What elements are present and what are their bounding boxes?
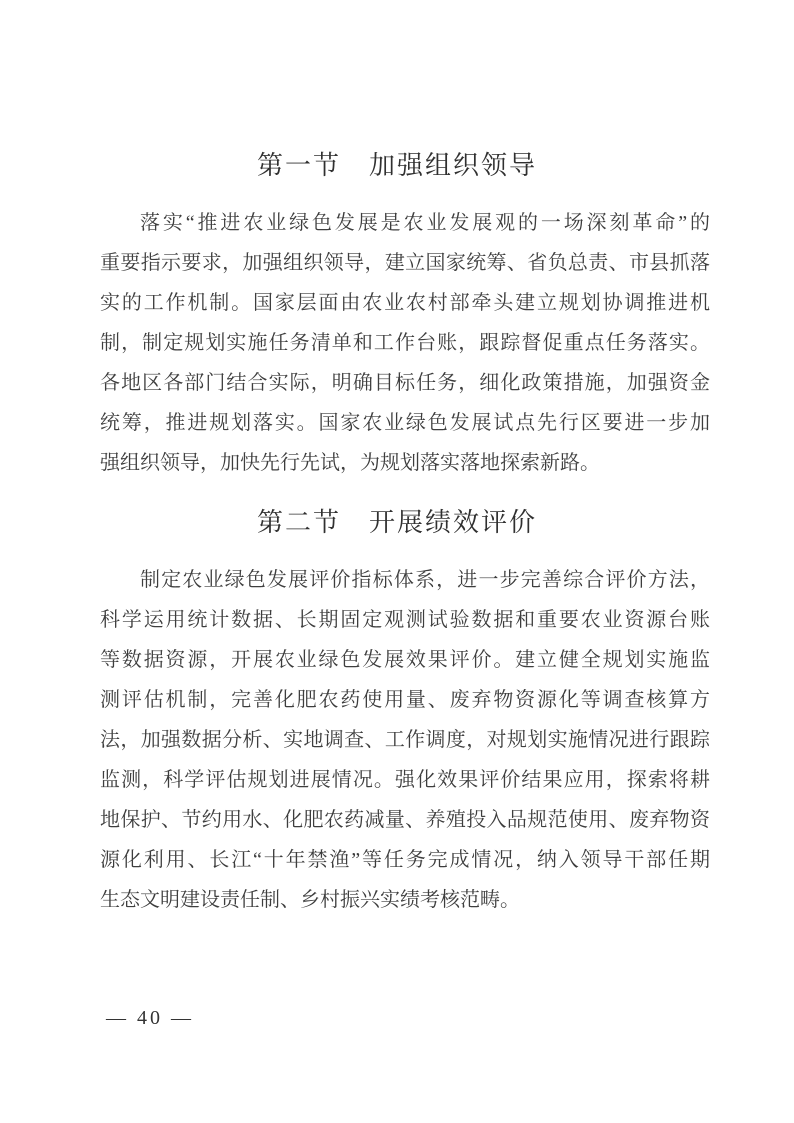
text-line: 科学运用统计数据、长期固定观测试验数据和重要农业资源台账 — [100, 609, 710, 631]
text-line: 各地区各部门结合实际，明确目标任务，细化政策措施，加强资金 — [100, 372, 710, 394]
section-1-paragraph — [100, 203, 710, 483]
text-line: 制，制定规划实施任务清单和工作台账，跟踪督促重点任务落实。 — [100, 332, 710, 354]
section-2-heading: 第二节 开展绩效评价 — [256, 508, 537, 537]
text-line: 强组织领导，加快先行先试，为规划落实落地探索新路。 — [100, 452, 600, 474]
text-line: 统筹，推进规划落实。国家农业绿色发展试点先行区要进一步加 — [100, 412, 710, 434]
text-line: 测评估机制，完善化肥农药使用量、废弃物资源化等调查核算方 — [100, 689, 710, 711]
text-line: 重要指示要求，加强组织领导，建立国家统筹、省负总责、市县抓落 — [100, 252, 710, 274]
text-line: 实的工作机制。国家层面由农业农村部牵头建立规划协调推进机 — [100, 292, 710, 314]
section-1-heading: 第一节 加强组织领导 — [256, 151, 537, 180]
text-line: 监测，科学评估规划进展情况。强化效果评价结果应用，探索将耕 — [100, 769, 710, 791]
text-line: 源化利用、长江“十年禁渔”等任务完成情况，纳入领导干部任期 — [100, 849, 710, 871]
text-line: 法，加强数据分析、实地调查、工作调度，对规划实施情况进行跟踪 — [100, 729, 710, 751]
text-line: 等数据资源，开展农业绿色发展效果评价。建立健全规划实施监 — [100, 649, 710, 671]
text-line: 生态文明建设责任制、乡村振兴实绩考核范畴。 — [100, 889, 520, 911]
section-2-paragraph — [100, 560, 710, 920]
page-number-footer: — 40 — — [106, 1007, 194, 1029]
text-line: 制定农业绿色发展评价指标体系，进一步完善综合评价方法， — [140, 569, 710, 591]
text-line: 落实“推进农业绿色发展是农业发展观的一场深刻革命”的 — [140, 212, 710, 234]
text-line: 地保护、节约用水、化肥农药减量、养殖投入品规范使用、废弃物资 — [100, 809, 710, 831]
